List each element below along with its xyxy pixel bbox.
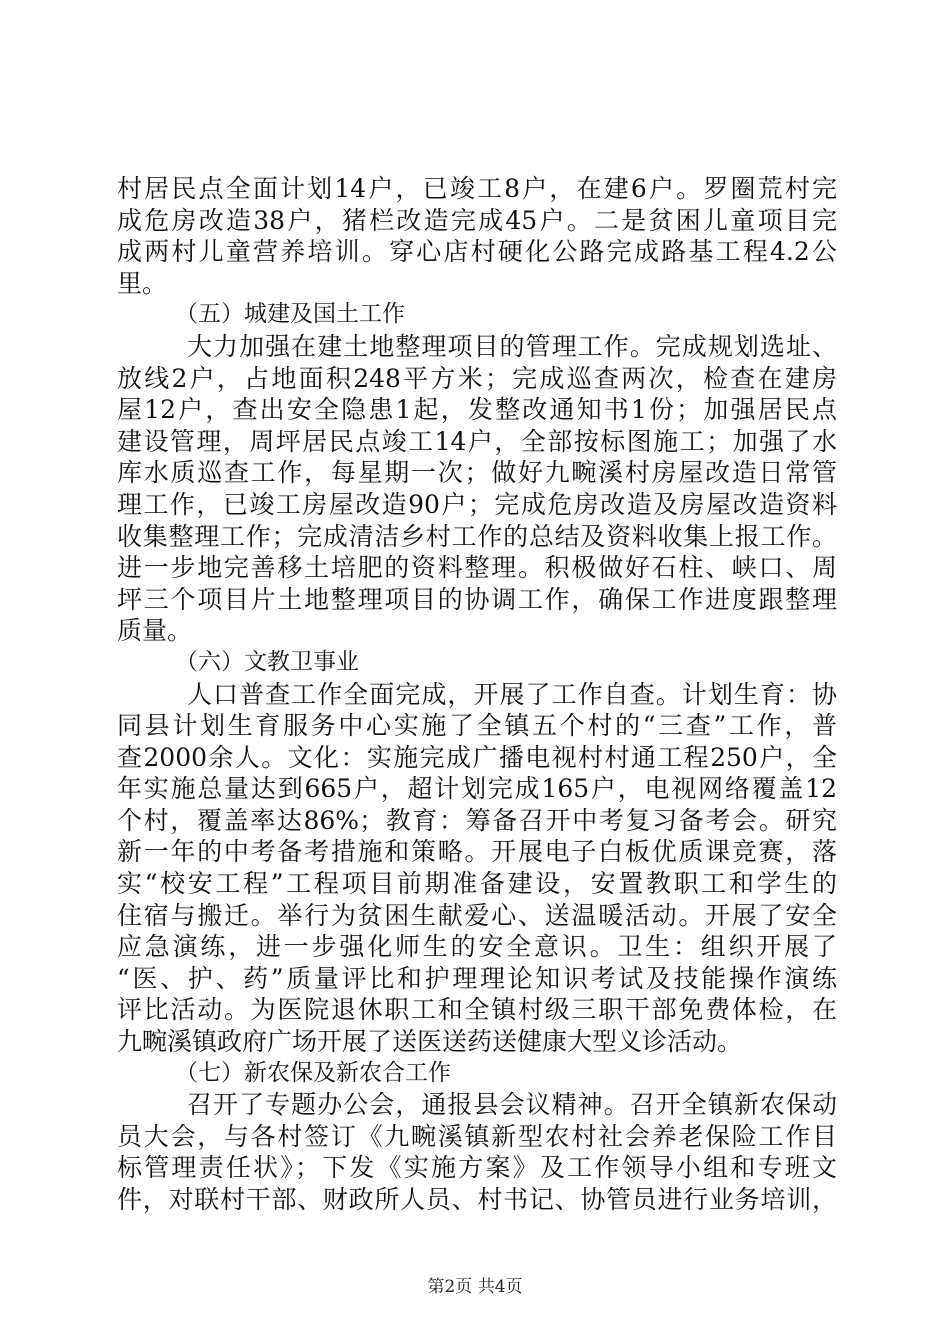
text-line: 建设管理，周坪居民点竣工14户，全部按标图施工；加强了水	[117, 426, 837, 456]
text-line: “医、护、药”质量评比和护理理论知识考试及技能操作演练	[117, 963, 837, 993]
text-line: 成危房改造38户，猪栏改造完成45户。二是贫困儿童项目完	[117, 205, 837, 235]
text-line: 收集整理工作；完成清洁乡村工作的总结及资料收集上报工作。	[117, 521, 837, 551]
section-heading: （六）文教卫事业	[175, 648, 359, 675]
text-line: 个村，覆盖率达86%；教育：筹备召开中考复习备考会。研究	[117, 805, 837, 835]
text-line: 质量。	[117, 616, 193, 646]
text-line: 同县计划生育服务中心实施了全镇五个村的“三查”工作，普	[117, 711, 837, 741]
text-line: 进一步地完善移土培肥的资料整理。积极做好石柱、峡口、周	[117, 553, 837, 583]
text-line: 召开了专题办公会，通报县会议精神。召开全镇新农保动	[187, 1090, 837, 1120]
section-heading: （七）新农保及新农合工作	[175, 1059, 451, 1086]
document-body	[117, 173, 837, 1216]
text-line: 应急演练，进一步强化师生的安全意识。卫生：组织开展了	[117, 932, 837, 962]
text-line: 住宿与搬迁。举行为贫困生献爱心、送温暖活动。开展了安全	[117, 900, 837, 930]
text-line: 评比活动。为医院退休职工和全镇村级三职干部免费体检，在	[117, 995, 837, 1025]
text-line: 库水质巡查工作，每星期一次；做好九畹溪村房屋改造日常管	[117, 458, 837, 488]
text-line: 理工作，已竣工房屋改造90户；完成危房改造及房屋改造资料	[117, 489, 837, 519]
text-line: 年实施总量达到665户，超计划完成165户，电视网络覆盖12	[117, 774, 837, 804]
text-line: 放线2户，占地面积248平方米；完成巡查两次，检查在建房	[117, 363, 837, 393]
text-line: 标管理责任状》；下发《实施方案》及工作领导小组和专班文	[117, 1153, 837, 1183]
text-line: 成两村儿童营养培训。穿心店村硬化公路完成路基工程4.2公	[117, 237, 837, 267]
text-line: 坪三个项目片土地整理项目的协调工作，确保工作进度跟整理	[117, 584, 837, 614]
text-line: 大力加强在建土地整理项目的管理工作。完成规划选址、	[187, 331, 837, 361]
text-line: 村居民点全面计划14户，已竣工8户，在建6户。罗圈荒村完	[117, 174, 837, 203]
text-line: 查2000余人。文化：实施完成广播电视村村通工程250户，全	[117, 742, 837, 772]
section-heading: （五）城建及国土工作	[175, 301, 405, 328]
page-footer: 第2页 共4页	[427, 1277, 523, 1297]
text-line: 屋12户，查出安全隐患1起，发整改通知书1份；加强居民点	[117, 395, 837, 425]
text-line: 人口普查工作全面完成，开展了工作自查。计划生育：协	[187, 679, 837, 709]
text-line: 九畹溪镇政府广场开展了送医送药送健康大型义诊活动。	[117, 1027, 743, 1057]
text-line: 新一年的中考备考措施和策略。开展电子白板优质课竞赛，落	[117, 837, 837, 867]
text-line: 员大会，与各村签订《九畹溪镇新型农村社会养老保险工作目	[117, 1121, 837, 1151]
text-line: 里。	[117, 268, 168, 298]
text-line: 实“校安工程”工程项目前期准备建设，安置教职工和学生的	[117, 869, 837, 899]
text-line: 件，对联村干部、财政所人员、村书记、协管员进行业务培训，	[117, 1185, 837, 1214]
